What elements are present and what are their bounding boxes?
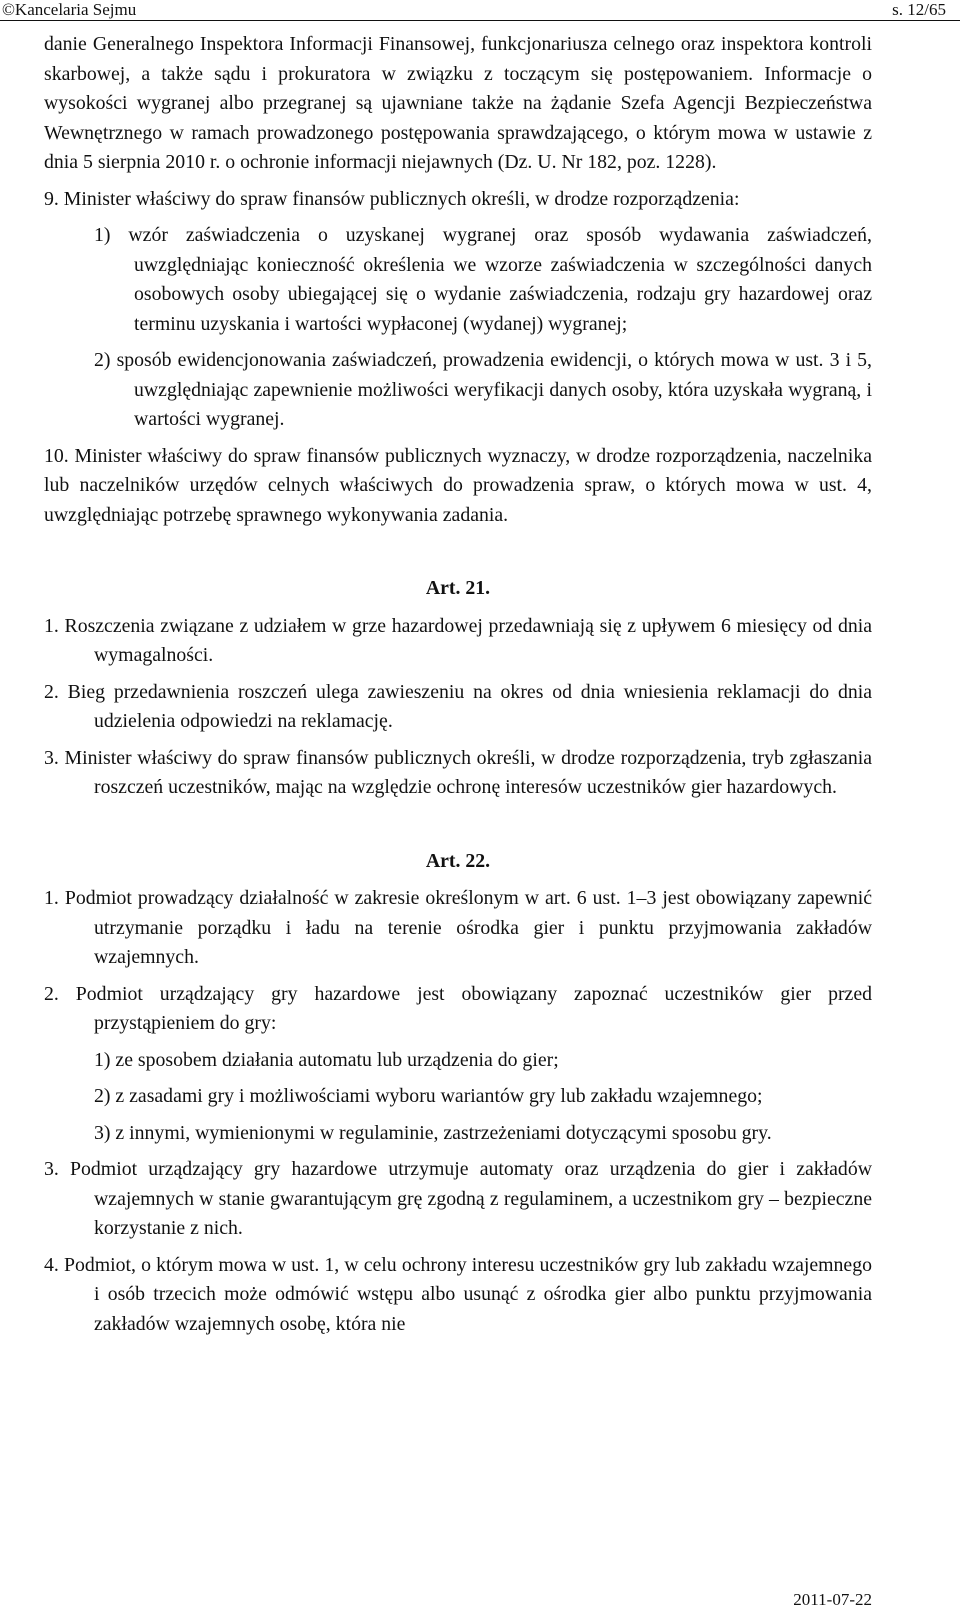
art22-paragraph-2: 2. Podmiot urządzający gry hazardowe jest obowiązany zapoznać uczestników gier przed przystąpieniem do gry: xyxy=(44,982,872,1034)
art22-paragraph-3: 3. Podmiot urządzający gry hazardowe utrzymuje automaty oraz urządzenia do gier i zakładów wzajemnych w stanie gwarantującym grę zgodną z regulaminem, a uczestnikom gry – bezpieczne korzystanie z nich. xyxy=(44,1158,872,1239)
art22-paragraph-2-point-1: 1) ze sposobem działania automatu lub urządzenia do gier; xyxy=(94,1048,559,1071)
footer-date: 2011-07-22 xyxy=(793,1590,872,1609)
page-header xyxy=(0,0,960,22)
paragraph-9-point-1: 1) wzór zaświadczenia o uzyskanej wygranej oraz sposób wydawania zaświadczeń, uwzględniając konieczność określenia we wzorze zaświadczenia w szczególności danych osobowych osoby ubiegającej się o wydanie zaświadczenia, rodzaju gry hazardowej oraz terminu uzyskania i wartości wypłaconej (wydanej) wygranej; xyxy=(94,224,872,335)
document-body xyxy=(44,30,872,1346)
paragraph-9: 9. Minister właściwy do spraw finansów publicznych określi, w drodze rozporządzenia: xyxy=(44,187,740,210)
paragraph-9-point-2: 2) sposób ewidencjonowania zaświadczeń, prowadzenia ewidencji, o których mowa w ust. 3 i 5, uwzględniając zapewnienie możliwości weryfikacji danych osoby, która uzyskała wygraną, i wartości wygranej. xyxy=(94,349,872,430)
art22-paragraph-1: 1. Podmiot prowadzący działalność w zakresie określonym w art. 6 ust. 1–3 jest obowiązany zapewnić utrzymanie porządku i ładu na terenie ośrodka gier i punktu przyjmowania zakładów wzajemnych. xyxy=(44,887,872,968)
art22-paragraph-2-point-3: 3) z innymi, wymienionymi w regulaminie, zastrzeżeniami dotyczącymi sposobu gry. xyxy=(94,1121,772,1144)
paragraph-intro: danie Generalnego Inspektora Informacji Finansowej, funkcjonariusza celnego oraz inspektora kontroli skarbowej, a także sądu i prokuratora w związku z toczącym się postępowaniem. Informacje o wysokości wygranej albo przegranej są ujawniane także na żądanie Szefa Agencji Bezpieczeństwa Wewnętrznego w ramach prowadzonego postępowania sprawdzającego, o którym mowa w ustawie z dnia 5 sierpnia 2010 r. o ochronie informacji niejawnych (Dz. U. Nr 182, poz. 1228). xyxy=(44,33,872,173)
header-page-number: s. 12/65 xyxy=(892,0,946,19)
art22-paragraph-4: 4. Podmiot, o którym mowa w ust. 1, w celu ochrony interesu uczestników gry lub zakładu wzajemnego i osób trzecich może odmówić wstępu albo usunąć z ośrodka gier albo punktu przyjmowania zakładów wzajemnych osobę, która nie xyxy=(44,1253,872,1335)
header-rule xyxy=(0,20,960,21)
art21-paragraph-1: 1. Roszczenia związane z udziałem w grze hazardowej przedawniają się z upływem 6 miesięcy od dnia wymagalności. xyxy=(44,614,872,666)
art22-paragraph-2-point-2: 2) z zasadami gry i możliwościami wyboru wariantów gry lub zakładu wzajemnego; xyxy=(94,1085,763,1107)
paragraph-10: 10. Minister właściwy do spraw finansów publicznych wyznaczy, w drodze rozporządzenia, naczelnika lub naczelników urzędów celnych właściwych do prowadzenia spraw, o których mowa w ust. 4, uwzględniając potrzebę sprawnego wykonywania zadania. xyxy=(44,444,872,526)
article-22-title: Art. 22. xyxy=(425,849,491,872)
art21-paragraph-3: 3. Minister właściwy do spraw finansów publicznych określi, w drodze rozporządzenia, tryb zgłaszania roszczeń uczestników, mając na względzie ochronę interesów uczestników gier hazardowych. xyxy=(44,746,872,798)
article-21-title: Art. 21. xyxy=(425,577,491,599)
header-copyright: ©Kancelaria Sejmu xyxy=(2,0,137,19)
art21-paragraph-2: 2. Bieg przedawnienia roszczeń ulega zawieszeniu na okres od dnia wniesienia reklamacji do dnia udzielenia odpowiedzi na reklamację. xyxy=(44,680,872,732)
